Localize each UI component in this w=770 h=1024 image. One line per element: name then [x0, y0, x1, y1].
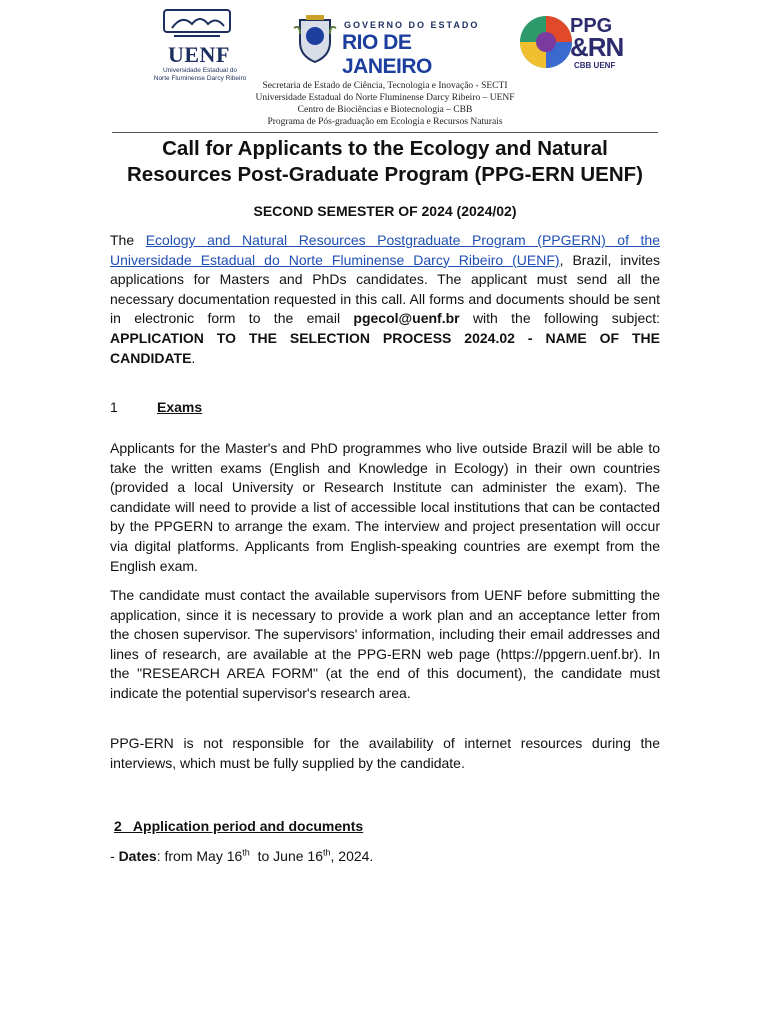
- email-subject: APPLICATION TO THE SELECTION PROCESS 2024.02 - NAME OF THE CANDIDATE: [110, 329, 660, 366]
- institution-line: Centro de Biociências e Biotecnologia – CBB: [297, 105, 473, 115]
- header-divider: [112, 132, 658, 133]
- institution-line: Programa de Pós-graduação em Ecologia e Recursos Naturais: [267, 117, 503, 127]
- application-dates: - Dates: from May 16th to June 16th, 2024.: [110, 847, 374, 864]
- state-coat-of-arms-icon: [292, 14, 338, 64]
- intro-paragraph: The Ecology and Natural Resources Postgraduate Program (PPGERN) of the Universidade Estadual do Norte Fluminense Darcy Ribeiro (UENF), Brazil, invites applications for Masters and PhDs candidates. The applicant must send all the necessary documentation requested in this call. All forms and documents should be sent in electronic form to the email pgecol@uenf.br with the following subject: APPLICATION TO THE SELECTION PROCESS 2024.02 - NAME OF THE CANDIDATE.: [110, 232, 661, 366]
- ern-wordmark: &RN: [570, 32, 624, 62]
- section-2-heading: 2 Application period and documents: [114, 818, 364, 834]
- rio-de-janeiro-logo: [292, 14, 482, 78]
- program-link[interactable]: Ecology and Natural Resources Postgraduate Program (PPGERN) of the Universidade Estadual do Norte Fluminense Darcy Ribeiro (UENF): [110, 232, 661, 268]
- rj-logo-main: RIO DE JANEIRO: [342, 31, 432, 78]
- rj-logo-top: GOVERNO DO ESTADO: [344, 20, 480, 30]
- section-label: Exams: [157, 399, 203, 415]
- ppg-ern-logo: [518, 14, 628, 74]
- uenf-logo: [148, 8, 248, 80]
- ppg-ern-globe-icon: [518, 14, 574, 70]
- institution-line: Secretaria de Estado de Ciência, Tecnologia e Inovação - SECTI: [262, 81, 508, 91]
- contact-email[interactable]: pgecol@uenf.br: [353, 310, 460, 327]
- uenf-wordmark: UENF: [168, 42, 230, 67]
- section-number: 1: [110, 399, 118, 415]
- exams-paragraph-1: Applicants for the Master's and PhD programmes who live outside Brazil will be able to take the written exams (English and Knowledge in Ecology) in their own countries (provided a local University or Research Institute can administer the exam). The candidate will need to provide a list of accessible local institutions that can be contacted by the PPGERN to arrange the exam. The interview and project presentation will occur via digital platforms. Applicants from English-speaking countries are exempt from the English exam.: [110, 440, 660, 574]
- institution-line: Universidade Estadual do Norte Fluminense Darcy Ribeiro – UENF: [255, 93, 515, 103]
- cbb-uenf-label: CBB UENF: [574, 61, 616, 70]
- section-1-heading: [110, 399, 203, 415]
- ppg-wordmark: PPG: [570, 15, 613, 37]
- uenf-subtitle: Universidade Estadual do Norte Fluminense Darcy Ribeiro: [153, 67, 247, 82]
- header-logos: [0, 0, 770, 80]
- uenf-emblem-icon: [162, 8, 232, 42]
- document-title: Call for Applicants to the Ecology and Natural Resources Post-Graduate Program (PPG-ERN UENF): [126, 137, 644, 186]
- semester-heading: SECOND SEMESTER OF 2024 (2024/02): [253, 203, 517, 219]
- exams-paragraph-3: PPG-ERN is not responsible for the availability of internet resources during the interviews, which must be fully supplied by the candidate.: [110, 735, 660, 771]
- exams-paragraph-2: The candidate must contact the available supervisors from UENF before submitting the application, since it is necessary to provide a work plan and an acceptance letter from the chosen supervisor. The supervisors' information, including their email addresses and lines of research, are available at the PPG-ERN web page (https://ppgern.uenf.br). In the "RESEARCH AREA FORM" (at the end of this document), the candidate must indicate the potential supervisor's research area.: [110, 587, 660, 701]
- institution-header: [0, 80, 770, 128]
